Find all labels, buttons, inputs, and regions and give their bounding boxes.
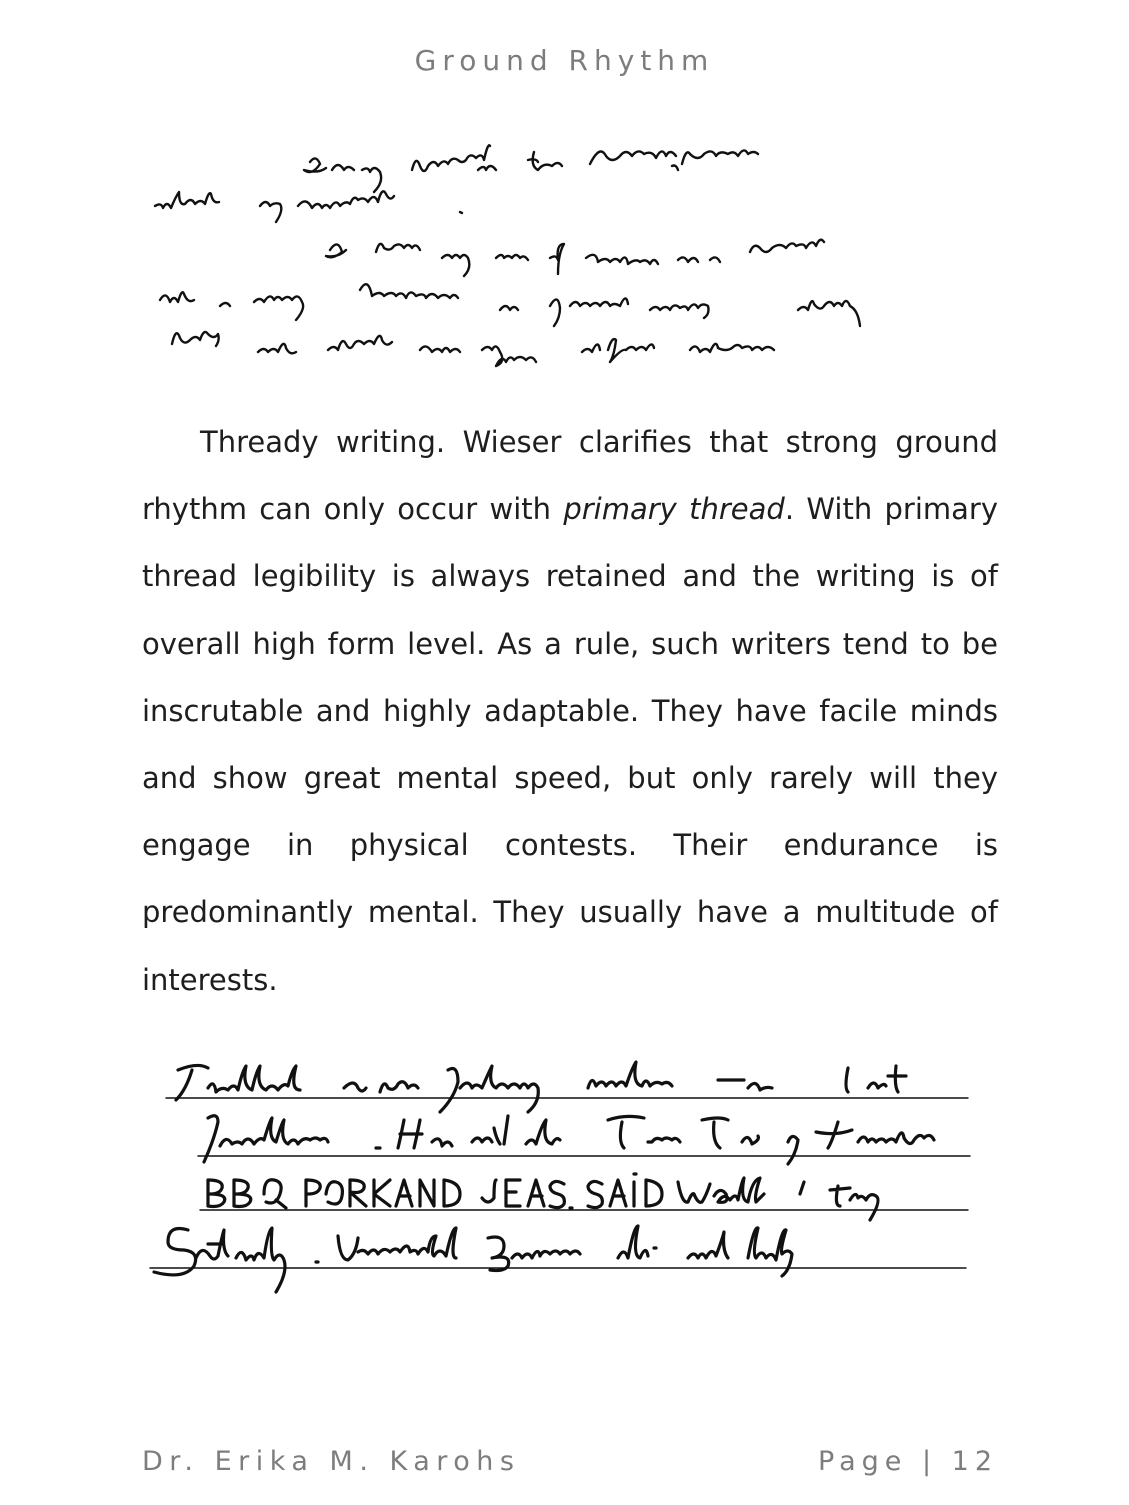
body-text-emphasis: primary thread [563,492,785,527]
footer-author: Dr. Erika M. Karohs [142,1446,521,1477]
handwriting-sample-bottom [148,1058,978,1298]
body-paragraph [142,409,998,1014]
footer-page-number: Page | 12 [818,1446,998,1477]
running-header: Ground Rhythm [414,44,715,77]
handwriting-sample-top [150,140,1000,390]
body-text-part-1: Thready writing. Wieser clarifies that strong ground rhythm can only occur with [142,425,998,527]
body-text-part-2: . With primary thread legibility is always retained and the writing is of overall high form level. As a rule, such writers tend to be inscrutable and highly adaptable. They have facile minds and show great mental speed, but only rarely will they engage in physical contests. Their endurance is predominantly mental. They usually have a multitude of interests. [142,492,998,997]
